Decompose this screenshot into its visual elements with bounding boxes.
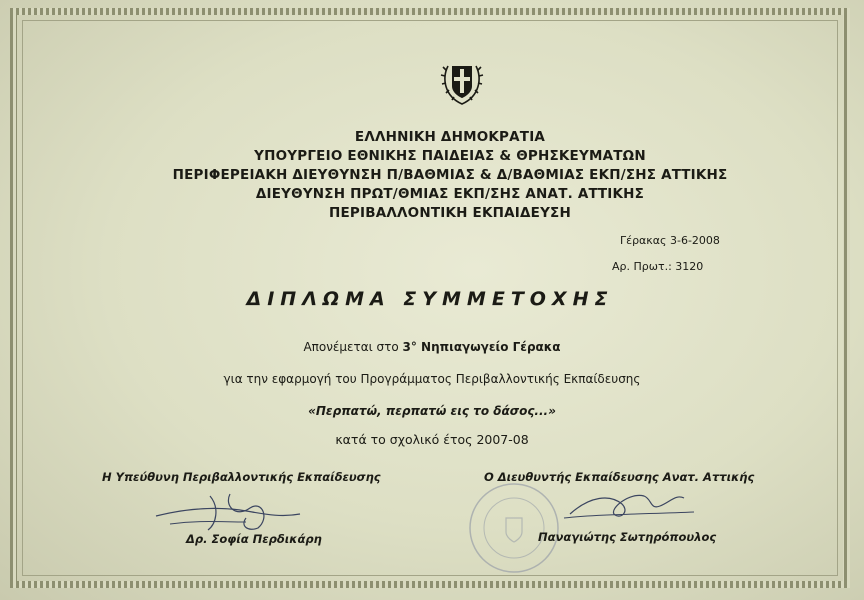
header-line-republic: ΕΛΛΗΝΙΚΗ ΔΗΜΟΚΡΑΤΙΑ — [354, 129, 546, 145]
left-signatory-role: Η Υπεύθυνη Περιβαλλοντικής Εκπαίδευσης — [102, 470, 381, 484]
right-signatory-name: Παναγιώτης Σωτηρόπουλος — [538, 530, 717, 544]
awarded-to: 3° Νηπιαγωγείο Γέρακα — [402, 340, 561, 354]
program-name: «Περπατώ, περπατώ εις το δάσος...» — [308, 404, 556, 418]
header-line-department: ΠΕΡΙΒΑΛΛΟΝΤΙΚΗ ΕΚΠΑΙΔΕΥΣΗ — [329, 205, 571, 221]
certificate-title: ΔΙΠΛΩΜΑ ΣΥΜΜΕΤΟΧΗΣ — [246, 288, 614, 310]
header-line-ministry: ΥΠΟΥΡΓΕΙΟ ΕΘΝΙΚΗΣ ΠΑΙΔΕΙΑΣ & ΘΡΗΣΚΕΥΜΑΤΩΝ — [254, 148, 646, 164]
awarded-prefix: Απονέμεται στο — [303, 340, 403, 354]
protocol-number: Αρ. Πρωτ.: 3120 — [612, 260, 704, 273]
right-handwritten-signature — [560, 484, 700, 524]
awarded-line — [150, 340, 714, 354]
header-line-regional-directorate: ΠΕΡΙΦΕΡΕΙΑΚΗ ΔΙΕΥΘΥΝΣΗ Π/ΒΑΘΜΙΑΣ & Δ/ΒΑΘΜΙΑΣ ΕΚΠ/ΣΗΣ ΑΤΤΙΚΗΣ — [172, 167, 728, 183]
issue-date: Γέρακας 3-6-2008 — [620, 234, 720, 247]
program-line: για την εφαρμογή του Προγράμματος Περιβαλλοντικής Εκπαίδευσης — [223, 372, 641, 386]
official-round-stamp-icon — [466, 480, 562, 576]
school-year: κατά το σχολικό έτος 2007-08 — [335, 432, 529, 447]
header-block — [120, 128, 780, 223]
greek-coat-of-arms-icon — [440, 56, 484, 108]
left-signatory-name: Δρ. Σοφία Περδικάρη — [186, 532, 322, 546]
right-signatory-role: Ο Διευθυντής Εκπαίδευσης Ανατ. Αττικής — [484, 470, 755, 484]
left-handwritten-signature — [150, 488, 310, 534]
header-line-directorate: ΔΙΕΥΘΥΝΣΗ ΠΡΩΤ/ΘΜΙΑΣ ΕΚΠ/ΣΗΣ ΑΝΑΤ. ΑΤΤΙΚΗΣ — [255, 186, 645, 202]
